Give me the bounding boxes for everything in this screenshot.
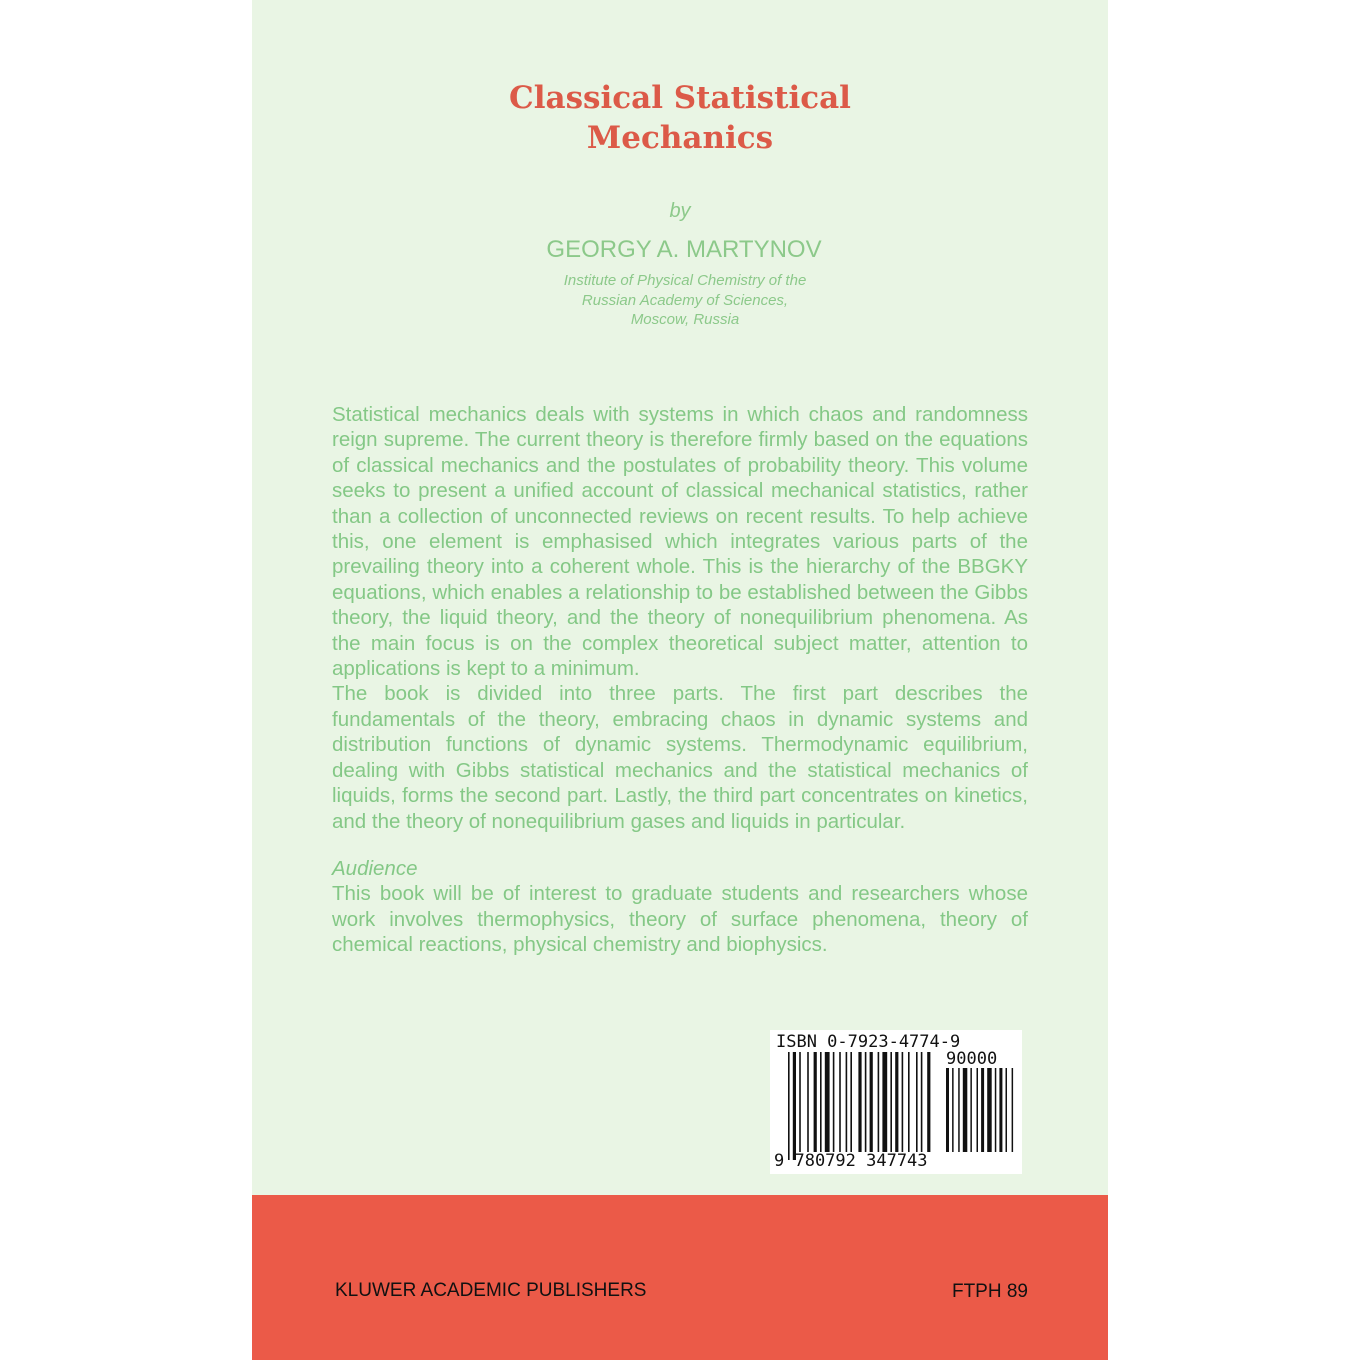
barcode-bar <box>807 1052 809 1152</box>
addon-bar <box>981 1068 984 1152</box>
barcode-bar <box>902 1052 904 1152</box>
addon-bar <box>995 1068 997 1152</box>
isbn-number: ISBN 0-7923-4774-9 <box>776 1032 961 1052</box>
barcode-bar <box>908 1052 910 1152</box>
ean-number: 9 780792 347743 <box>774 1151 928 1171</box>
addon-bar <box>987 1068 992 1152</box>
affiliation-line-3: Moscow, Russia <box>630 311 740 328</box>
description-paragraph-2: The book is divided into three parts. The first part describes the fundamentals of the theory, embracing chaos in dynamic systems and distribution functions of dynamic systems. Thermodynamic equilibrium, dealing with Gibbs statistical mechanics and the statistical mechanics of liquids, forms the second part. Lastly, the third part concentrates on kinetics, and the theory of nonequilibrium gases and liquids in particular. <box>332 682 1028 833</box>
barcode-bar <box>833 1052 835 1152</box>
audience-text: This book will be of interest to graduate students and researchers whose work involves thermophysics, theory of surface phenomena, theory of chemical reactions, physical chemistry and biophysics. <box>332 882 1028 957</box>
barcode-bar <box>878 1052 880 1152</box>
description-paragraph-1: Statistical mechanics deals with systems in which chaos and randomness reign supreme. The current theory is therefore firmly based on the equations of classical mechanics and the postulates of probability theory. This volume seeks to present a unified account of classical mechanical statistics, rather than a collection of unconnected reviews on recent results. To help achieve this, one element is emphasised which integrates various parts of the prevailing theory into a coherent whole. This is the hierarchy of the BBGKY equations, which enables a relationship to be established between the Gibbs theory, the liquid theory, and the theory of nonequilibrium phenomena. As the main focus is on the complex theoretical subject matter, attention to applications is kept to a minimum. <box>332 403 1028 681</box>
affiliation-line-2: Russian Academy of Sciences, <box>581 291 789 309</box>
barcode-bar <box>793 1052 796 1160</box>
addon-bar <box>958 1068 960 1152</box>
description <box>332 402 1028 834</box>
barcode-bar <box>839 1052 841 1152</box>
addon-bar <box>977 1068 979 1152</box>
barcode-bar <box>814 1052 817 1152</box>
barcode-bar <box>850 1052 852 1152</box>
audience-heading: Audience <box>332 857 418 880</box>
barcode-bar <box>870 1052 873 1152</box>
barcode-bar <box>916 1052 918 1152</box>
barcode-bar <box>865 1052 867 1152</box>
publisher-name: KLUWER ACADEMIC PUBLISHERS <box>335 1280 647 1301</box>
audience-section <box>332 856 1028 958</box>
barcode-bar <box>921 1052 923 1152</box>
addon-bar <box>952 1068 954 1152</box>
barcode-bar <box>799 1052 801 1152</box>
title-block <box>252 78 1108 158</box>
addon-bar <box>963 1068 968 1152</box>
by-label: by <box>669 200 691 222</box>
isbn-barcode <box>770 1030 1022 1174</box>
book-title-line-1: Classical Statistical <box>509 80 851 116</box>
affiliation-line-1: Institute of Physical Chemistry of the <box>563 272 807 289</box>
barcode-bar <box>825 1052 830 1152</box>
series-code: FTPH 89 <box>951 1281 1028 1302</box>
price-addon-number: 90000 <box>946 1049 998 1069</box>
barcode-bar <box>846 1052 848 1152</box>
addon-bar <box>1012 1068 1014 1152</box>
addon-bar <box>970 1068 972 1152</box>
author-affiliation <box>252 271 1118 330</box>
barcode-bar <box>890 1052 892 1152</box>
barcode-bar <box>858 1052 861 1152</box>
author-name: GEORGY A. MARTYNOV <box>546 236 822 263</box>
barcode-bar <box>927 1052 930 1152</box>
addon-bar <box>1006 1068 1008 1152</box>
barcode-bar <box>882 1052 887 1152</box>
back-cover <box>252 0 1108 1360</box>
book-title-line-2: Mechanics <box>586 120 774 156</box>
barcode-bar <box>788 1052 790 1160</box>
barcode-bar <box>820 1052 822 1152</box>
addon-bar <box>999 1068 1002 1152</box>
barcode-bar <box>895 1052 898 1152</box>
addon-bar <box>946 1068 949 1152</box>
publisher-band <box>252 1195 1108 1360</box>
